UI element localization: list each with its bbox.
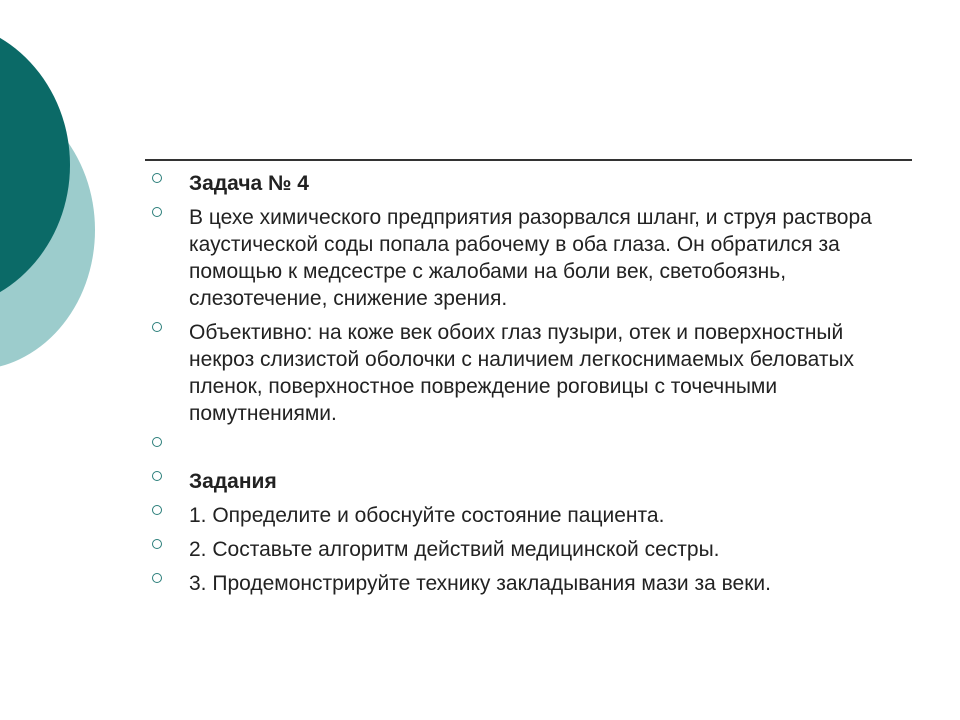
bullet-circle-icon — [152, 322, 162, 332]
title-divider — [145, 159, 912, 161]
bullet-circle-icon — [152, 505, 162, 515]
bullet-list — [152, 170, 892, 604]
bullet-text: Объективно: на коже век обоих глаз пузыри, отек и поверхностный некроз слизистой оболочки с наличием легкоснимаемых беловатых пленок, поверхностное повреждение роговицы с точечными помутнениями. — [189, 321, 855, 425]
bullet-text: В цехе химического предприятия разорвался шланг, и струя раствора каустической соды попала рабочему в оба глаза. Он обратился за помощью к медсестре с жалобами на боли век, светобоязнь, слезотечение, снижение зрения. — [189, 206, 872, 310]
bullet-text: Задача № 4 — [189, 172, 309, 195]
bullet-item-assignment-1 — [152, 502, 892, 529]
bullet-item-empty — [152, 434, 892, 461]
bullet-item-assignment-3 — [152, 570, 892, 597]
bullet-text: Задания — [189, 470, 277, 493]
bullet-item-task-title — [152, 170, 892, 197]
bullet-circle-icon — [152, 471, 162, 481]
bullet-circle-icon — [152, 437, 162, 447]
bullet-item-objective-findings — [152, 319, 892, 427]
bullet-circle-icon — [152, 173, 162, 183]
bullet-circle-icon — [152, 539, 162, 549]
bullet-circle-icon — [152, 573, 162, 583]
bullet-item-case-description — [152, 204, 892, 312]
bullet-text: 2. Составьте алгоритм действий медицинской сестры. — [189, 538, 720, 561]
bullet-item-assignments-title — [152, 468, 892, 495]
bullet-text: 3. Продемонстрируйте технику закладывания мази за веки. — [189, 572, 771, 595]
bullet-text: 1. Определите и обоснуйте состояние пациента. — [189, 504, 665, 527]
bullet-item-assignment-2 — [152, 536, 892, 563]
bullet-circle-icon — [152, 207, 162, 217]
